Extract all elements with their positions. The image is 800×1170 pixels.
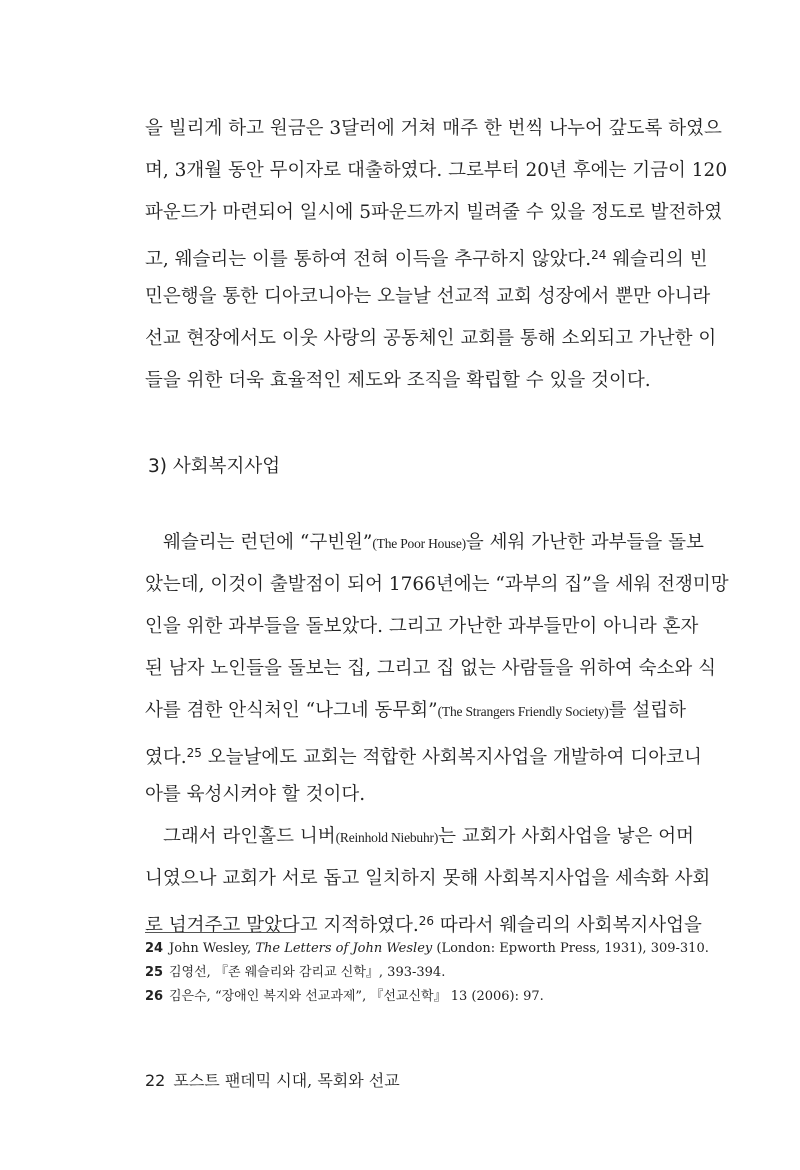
footnote-title: The Letters of John Wesley bbox=[255, 941, 433, 956]
body-line: 들을 위한 더욱 효율적인 제도와 조직을 확립할 수 있을 것이다. bbox=[145, 370, 651, 391]
footnote-number: 25 bbox=[145, 965, 164, 980]
body-text: 을 세워 가난한 과부들을 돌보 bbox=[465, 532, 704, 553]
footnote-number: 24 bbox=[145, 941, 164, 956]
body-line: 을 빌리게 하고 원금은 3달러에 거쳐 매주 한 번씩 나누어 갚도록 하였으 bbox=[145, 118, 722, 139]
footnote-ref: 25 bbox=[186, 746, 202, 760]
body-text: 그래서 라인홀드 니버 bbox=[163, 826, 336, 847]
page-number: 22 bbox=[145, 1071, 166, 1090]
footnote bbox=[145, 940, 709, 958]
running-title: 포스트 팬데믹 시대, 목회와 선교 bbox=[173, 1071, 400, 1090]
footnote-ref: 24 bbox=[591, 248, 607, 262]
body-line: 며, 3개월 동안 무이자로 대출하였다. 그로부터 20년 후에는 기금이 120 bbox=[145, 160, 728, 181]
body-text: 였다. bbox=[145, 747, 187, 768]
body-line: 니였으나 교회가 서로 돕고 일치하지 못해 사회복지사업을 세속화 사회 bbox=[145, 868, 711, 889]
body-line: 된 남자 노인들을 돌보는 집, 그리고 집 없는 사람들을 위하여 숙소와 식 bbox=[145, 658, 716, 679]
body-text: 웨슬리는 런던에 “구빈원” bbox=[163, 532, 373, 553]
body-line: 아를 육성시켜야 할 것이다. bbox=[145, 784, 366, 805]
footnote-text: John Wesley, bbox=[169, 941, 256, 956]
body-text: 따라서 웨슬리의 사회복지사업을 bbox=[434, 915, 702, 936]
body-text: 사를 겸한 안식처인 “나그네 동무회” bbox=[145, 700, 438, 721]
body-line bbox=[163, 528, 704, 559]
body-line: 인을 위한 과부들을 돌보았다. 그리고 가난한 과부들만이 아니라 혼자 bbox=[145, 616, 699, 637]
body-text: 오늘날에도 교회는 적합한 사회복지사업을 개발하여 디아코니 bbox=[201, 747, 702, 768]
english-term: (Reinhold Niebuhr) bbox=[335, 830, 439, 845]
footnote-text: 김영선, 『존 웨슬리와 감리교 신학』, 393-394. bbox=[169, 965, 446, 980]
body-line bbox=[145, 240, 708, 275]
body-line: 민은행을 통한 디아코니아는 오늘날 선교적 교회 성장에서 뿐만 아니라 bbox=[145, 286, 711, 307]
body-line bbox=[163, 822, 694, 853]
body-text: 를 설립하 bbox=[608, 700, 686, 721]
body-line bbox=[145, 738, 702, 773]
footnote-text: (London: Epworth Press, 1931), 309-310. bbox=[432, 941, 709, 956]
footnote-text: 김은수, “장애인 복지와 선교과제”, 『선교신학』 13 (2006): 97. bbox=[169, 989, 544, 1004]
body-line bbox=[145, 696, 686, 727]
body-line: 았는데, 이것이 출발점이 되어 1766년에는 “과부의 집”을 세워 전쟁미망 bbox=[145, 574, 729, 595]
footnote bbox=[145, 988, 544, 1006]
footnote bbox=[145, 964, 445, 982]
body-text: 웨슬리의 빈 bbox=[606, 249, 708, 270]
body-text: 고, 웨슬리는 이를 통하여 전혀 이득을 추구하지 않았다. bbox=[145, 249, 592, 270]
english-term: (The Poor House) bbox=[372, 536, 466, 551]
footnote-number: 26 bbox=[145, 989, 164, 1004]
footnote-ref: 26 bbox=[418, 914, 434, 928]
footnote-divider bbox=[145, 932, 295, 933]
body-text: 로 넘겨주고 말았다고 지적하였다. bbox=[145, 915, 419, 936]
section-heading: 3) 사회복지사업 bbox=[148, 456, 281, 477]
english-term: (The Strangers Friendly Society) bbox=[437, 704, 609, 719]
page-footer bbox=[145, 1068, 400, 1091]
body-line: 파운드가 마련되어 일시에 5파운드까지 빌려줄 수 있을 정도로 발전하였 bbox=[145, 202, 723, 223]
body-line bbox=[145, 906, 702, 941]
body-line: 선교 현장에서도 이웃 사랑의 공동체인 교회를 통해 소외되고 가난한 이 bbox=[145, 328, 717, 349]
body-text: 는 교회가 사회사업을 낳은 어머 bbox=[438, 826, 694, 847]
